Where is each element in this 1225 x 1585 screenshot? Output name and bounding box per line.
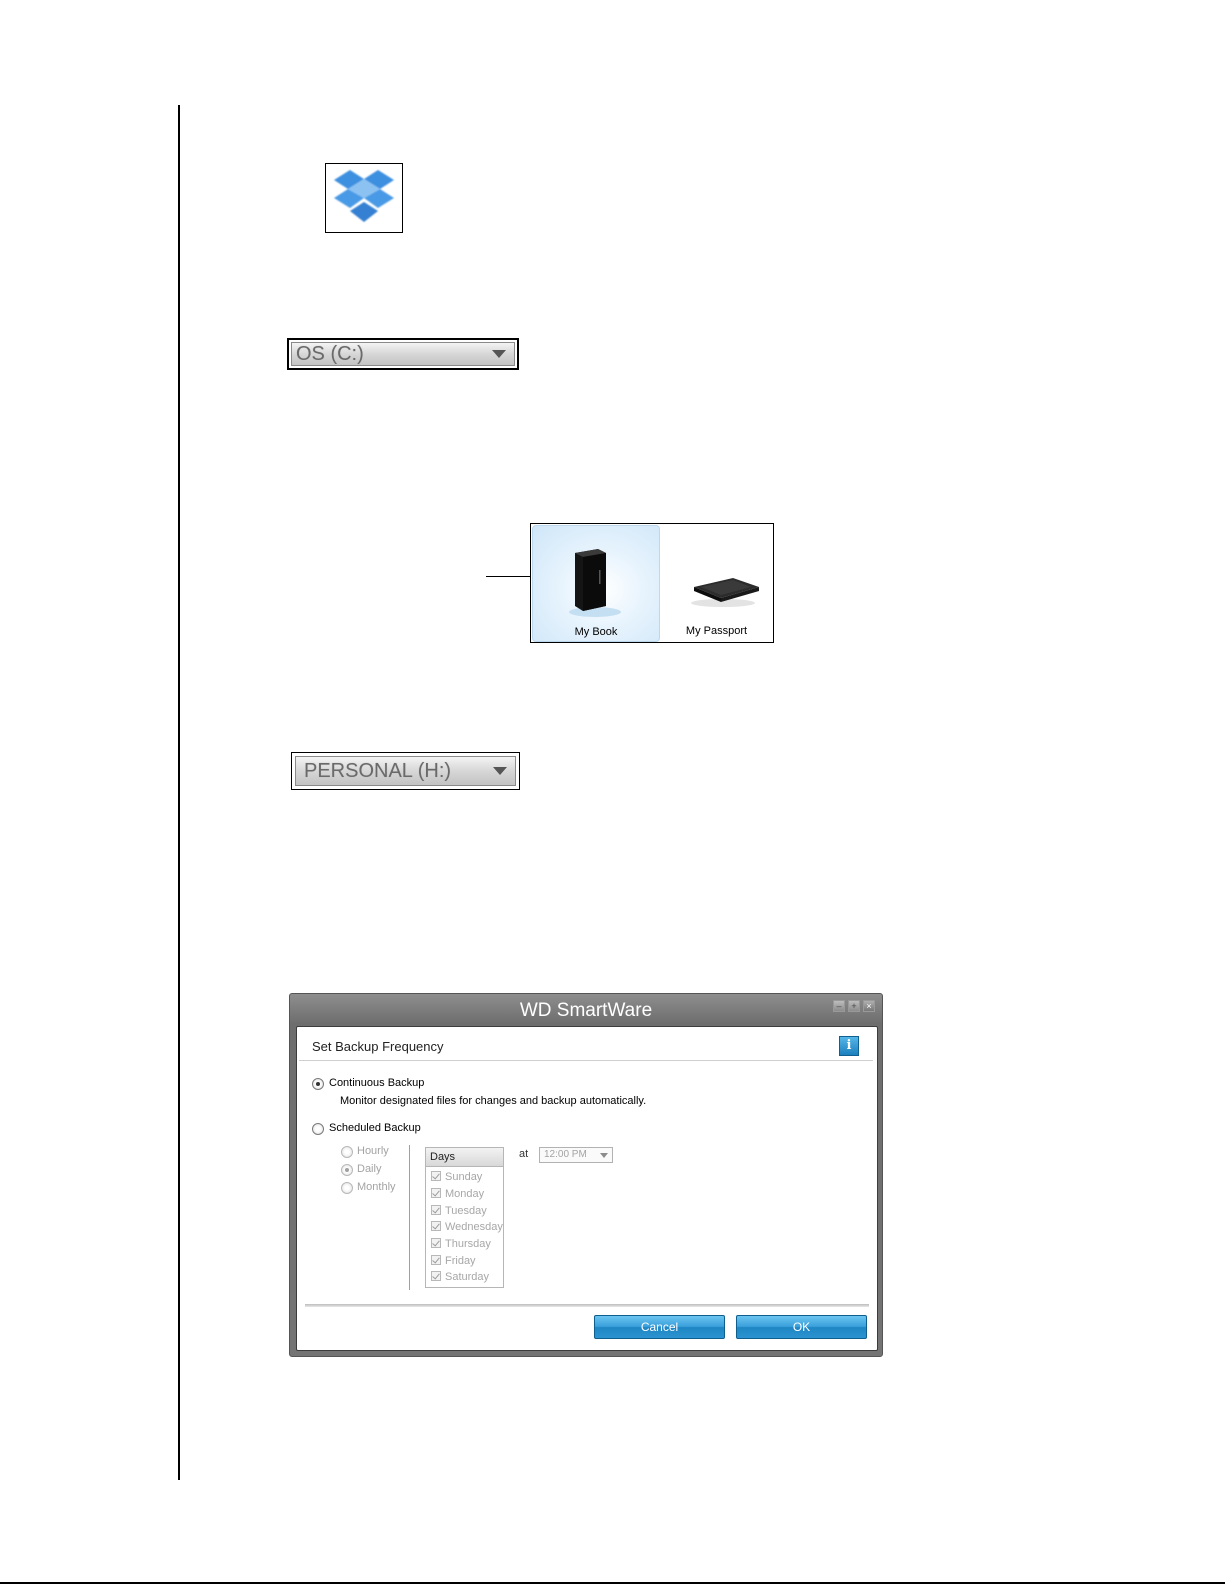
hourly-radio[interactable]	[341, 1146, 353, 1158]
chevron-down-icon	[492, 350, 506, 358]
margin-rule	[178, 105, 180, 1480]
day-label: Sunday	[445, 1171, 483, 1183]
day-checkbox-friday[interactable]	[431, 1253, 476, 1269]
day-label: Saturday	[445, 1271, 490, 1283]
scheduled-backup-label: Scheduled Backup	[329, 1122, 421, 1134]
day-checkbox-saturday[interactable]	[431, 1269, 489, 1285]
divider	[305, 1304, 869, 1307]
close-icon[interactable]: ×	[863, 1000, 875, 1012]
minimize-icon[interactable]: –	[833, 1000, 845, 1012]
hard-drive-icon	[533, 526, 659, 622]
device-selector	[530, 523, 774, 643]
day-label: Tuesday	[445, 1205, 487, 1217]
monthly-label: Monthly	[357, 1181, 396, 1193]
day-label: Monday	[445, 1188, 485, 1200]
scheduled-backup-radio[interactable]	[312, 1123, 324, 1135]
backup-frequency-dialog	[289, 993, 883, 1357]
day-checkbox-sunday[interactable]	[431, 1169, 482, 1185]
days-list	[425, 1147, 504, 1288]
continuous-backup-radio[interactable]	[312, 1078, 324, 1090]
device-label-my-book: My Book	[574, 626, 618, 638]
continuous-backup-description: Monitor designated files for changes and backup automatically.	[340, 1095, 647, 1107]
portable-drive-icon	[661, 525, 772, 621]
device-label-my-passport: My Passport	[685, 625, 748, 637]
day-checkbox-monday[interactable]	[431, 1186, 484, 1202]
daily-label: Daily	[357, 1163, 382, 1175]
chevron-down-icon	[493, 767, 507, 775]
device-tile-my-passport[interactable]	[661, 525, 772, 640]
days-list-header: Days	[426, 1148, 503, 1167]
continuous-backup-label: Continuous Backup	[329, 1077, 425, 1089]
divider	[299, 1060, 873, 1061]
checkbox-icon	[431, 1188, 441, 1198]
daily-radio[interactable]	[341, 1164, 353, 1176]
dialog-heading: Set Backup Frequency	[312, 1039, 444, 1054]
checkbox-icon	[431, 1255, 441, 1265]
drive-dropdown-os[interactable]	[287, 338, 519, 370]
info-icon[interactable]: i	[839, 1036, 859, 1056]
at-label: at	[519, 1148, 529, 1160]
hourly-label: Hourly	[357, 1145, 389, 1157]
drive-dropdown-os-label: OS (C:)	[296, 342, 364, 365]
drive-dropdown-personal[interactable]	[291, 752, 520, 790]
drive-dropdown-personal-label: PERSONAL (H:)	[304, 759, 452, 782]
checkbox-icon	[431, 1221, 441, 1231]
day-checkbox-thursday[interactable]	[431, 1236, 491, 1252]
day-checkbox-tuesday[interactable]	[431, 1203, 487, 1219]
dropbox-icon	[325, 163, 403, 233]
day-label: Friday	[445, 1255, 476, 1267]
day-label: Wednesday	[445, 1221, 503, 1233]
ok-button[interactable]: OK	[736, 1315, 867, 1339]
maximize-icon[interactable]: +	[848, 1000, 860, 1012]
divider	[409, 1145, 410, 1290]
checkbox-icon	[431, 1171, 441, 1181]
time-select[interactable]	[539, 1147, 613, 1163]
time-select-value: 12:00 PM	[544, 1149, 587, 1160]
checkbox-icon	[431, 1238, 441, 1248]
dialog-title: WD SmartWare	[519, 1000, 653, 1021]
dialog-body	[296, 1026, 878, 1351]
day-label: Thursday	[445, 1238, 491, 1250]
cancel-button[interactable]: Cancel	[594, 1315, 725, 1339]
chevron-down-icon	[600, 1153, 608, 1158]
day-checkbox-wednesday[interactable]	[431, 1219, 503, 1235]
checkbox-icon	[431, 1205, 441, 1215]
checkbox-icon	[431, 1271, 441, 1281]
footer-rule	[0, 1582, 1225, 1584]
monthly-radio[interactable]	[341, 1182, 353, 1194]
device-tile-my-book[interactable]	[532, 525, 660, 642]
